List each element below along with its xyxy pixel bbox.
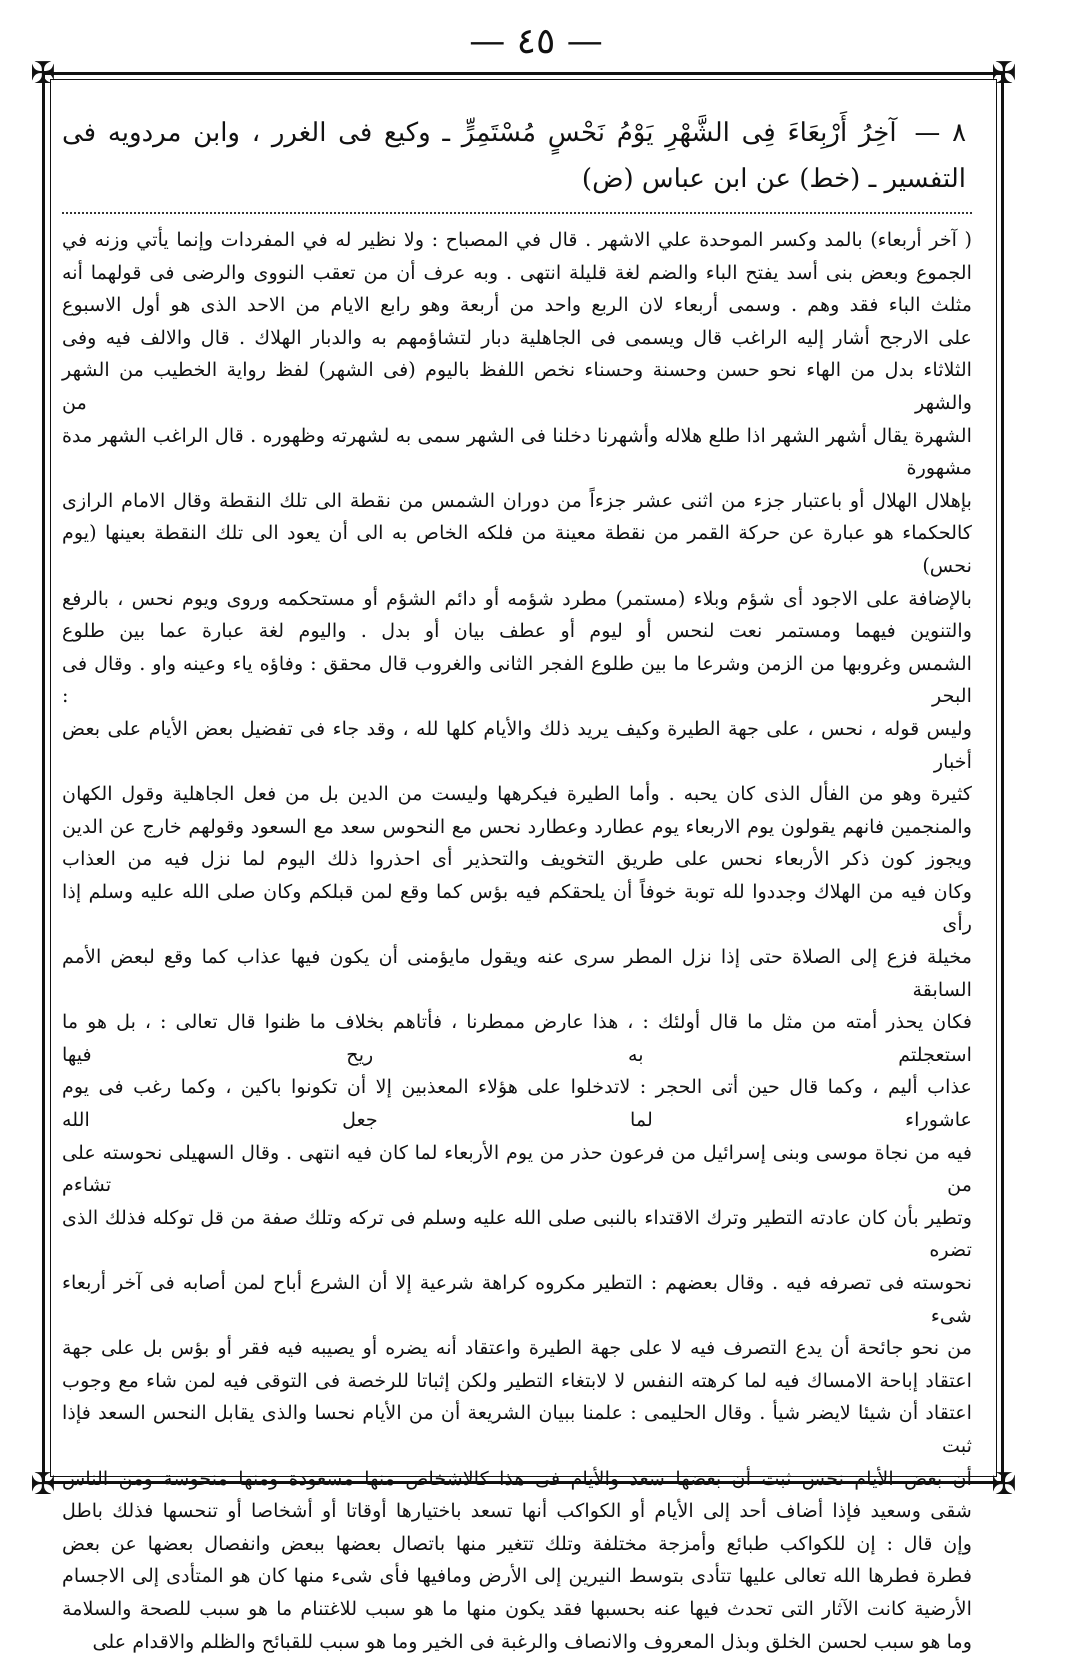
- commentary-line: وتطير بأن كان عادته التطير وترك الاقتداء بالنبى صلى الله عليه وسلم فى تركه وتلك صفة من قل توكله فذلك الذى تضره: [62, 1205, 972, 1262]
- commentary-line: الأرضية كانت الآثار التى تحدث فيها عنه بحسبها فقد يكون منها ما هو سبب للاغتنام ما هو سبب للصحة والسلامة: [62, 1596, 972, 1620]
- commentary-line: والمنجمين فانهم يقولون يوم الاربعاء يوم عطارد وعطارد نحس مع النحوس سعد مع السعود وقولهم خارج عن الدين: [62, 814, 973, 838]
- commentary-line: اعتقاد أن شيئا لايضر شيأ . وقال الحليمى : علمنا ببيان الشريعة أن من الأيام نحسا والذى يقابل النحس السعد فإذا ثبت: [62, 1401, 972, 1457]
- corner-ornament-icon: ✠: [991, 56, 1017, 91]
- corner-ornament-icon: ✠: [991, 1467, 1017, 1502]
- hadith-number: ٨ —: [914, 118, 967, 148]
- commentary-line: بالإضافة على الاجود أى شؤم وبلاء (مستمر) مطرد شؤمه أو دائم الشؤم أو مستحكمه وروى ويوم نحس ، بالرفع: [62, 586, 972, 610]
- commentary-line: ويجوز كون ذكر الأربعاء نحس على طريق التخويف والتحذير أى احذروا ذلك اليوم لما نزل فيه من العذاب: [62, 847, 972, 871]
- commentary-line: والتنوين فيهما ومستمر نعت لنحس أو ليوم أو عطف بيان أو بدل . واليوم لغة عبارة عما بين طلوع: [62, 619, 972, 643]
- commentary-line: ( آخر أربعاء) بالمد وكسر الموحدة علي الاشهر . قال في المصباح : ولا نظير له في المفردات وإنما يأتي وزنه في: [62, 228, 972, 251]
- dotted-divider: [62, 212, 972, 214]
- commentary-line: كثيرة وهو من الفأل الذى كان يحبه . وأما الطيرة فيكرهها وليست من الدين بل من فعل الجاهلية وقول الكهان: [62, 782, 972, 806]
- commentary-line: الشمس وغروبها من الزمن وشرعا ما بين طلوع الفجر الثانى والغروب قال محقق : وفاؤه ياء وعينه واو . وقال فى البحر :: [62, 651, 972, 708]
- commentary-line: كالحكماء هو عبارة عن حركة القمر من نقطة معينة من فلكه الخاص به الى أن يعود الى تلك النقطة بعينها (يوم نحس): [62, 521, 972, 577]
- commentary-line: نحوسته فى تصرفه فيه . وقال بعضهم : التطير مكروه كراهة شرعية إلا أن الشرع أباح لمن أصابه فى آخر أربعاء شىء: [62, 1271, 972, 1327]
- commentary-line: فكان يحذر أمته من مثل ما قال أولئك : ، هذا عارض ممطرنا ، فأتاهم بخلاف ما ظنوا قال تعالى : ، بل هو ما استعجلتم به ريح فيها: [62, 1010, 972, 1066]
- corner-ornament-icon: ✠: [30, 56, 56, 91]
- hadith-text: آخِرُ أَرْبِعَاءَ فِى الشَّهْرِ يَوْمُ نَحْسٍ مُسْتَمِرٍّ ـ وكيع فى الغرر ، وابن مردويه فى التفسير ـ (خط) عن ابن عباس (ض): [62, 118, 966, 194]
- commentary-line: وما هو سبب لحسن الخلق وبذل المعروف والانصاف والرغبة فى الخير وما هو سبب للقبائح والظلم والاقدام على: [92, 1629, 972, 1653]
- commentary-line: الشهرة يقال أشهر الشهر اذا طلع هلاله وأشهرنا دخلنا فى الشهر سمى به لشهرته وظهوره . قال الراغب الشهر مدة مشهورة: [62, 423, 972, 480]
- commentary-line: مخيلة فزع إلى الصلاة حتى إذا نزل المطر سرى عنه ويقول مايؤمنى أن يكون فيها عذاب كما وقع لبعض الأمم السابقة: [62, 945, 972, 1001]
- commentary-block: [62, 224, 972, 1658]
- commentary-line: من نحو جائحة أن يدع التصرف فيه لا على جهة الطيرة واعتقاد أنه يضره أو يصيبه فيه فقر أو بؤس بل على جهة: [62, 1336, 972, 1360]
- commentary-line: على الارجح أشار إليه الراغب قال ويسمى فى الجاهلية دبار لتشاؤمهم به والدبار الهلاك . قال والالف فيه وفى: [62, 325, 972, 349]
- commentary-line: بإهلال الهلال أو باعتبار جزء من اثنى عشر جزءاً من دوران الشمس من نقطة الى تلك النقطة وقال الامام الرازى: [62, 488, 972, 512]
- page-number: — ٤٥ —: [469, 21, 603, 62]
- commentary-line: وإن قال : إن للكواكب طبائع وأمزجة مختلفة وتلك تتغير منها باتصال بعضها ببعض وانفصال بعضها عن بعض: [62, 1531, 972, 1555]
- commentary-line: فيه من نجاة موسى وبنى إسرائيل من فرعون حذر من يوم الأربعاء لما كان فيه انتهى . وقال السهيلى نحوسته على من تشاءم: [62, 1140, 972, 1197]
- hadith-text-block: [62, 110, 966, 202]
- commentary-line: اعتقاد إباحة الامساك فيه لما كرهته النفس لا لابتغاء التطير ولكن إثباتا للرخصة فى التوقى فيه لمن شاء مع وجوب: [62, 1368, 972, 1392]
- commentary-line: وكان فيه من الهلاك وجددوا لله توبة خوفاً أن يلحقكم فيه بؤس كما وقع لمن قبلكم وكان صلى الله عليه وسلم إذا رأى: [62, 879, 972, 936]
- commentary-line: أن بعض الأيام نحس ثبت أن بعضها سعد والأيام فى هذا كالاشخاص منها مسعودة ومنها منحوسة ومن الناس: [62, 1466, 972, 1490]
- commentary-line: الجموع وبعض بنى أسد يفتح الباء والضم لغة قليلة انتهى . وبه عرف أن من تعقب النووى والرضى فى قولهما أنه: [62, 260, 972, 284]
- commentary-line: الثلاثاء بدل من الهاء نحو حسن وحسنة وحسناء نخص اللفظ باليوم (فى الشهر) لفظ رواية الخطيب من الشهر والشهر من: [62, 358, 972, 414]
- commentary-line: مثلث الباء فقد وهم . وسمى أربعاء لان الربع واحد من أربعة وهو رابع الايام من الاحد الذى هو أول الاسبوع: [62, 293, 972, 317]
- commentary-line: عذاب أليم ، وكما قال حين أتى الحجر : لاتدخلوا على هؤلاء المعذبين إلا أن تكونوا باكين ، وكما رغب فى يوم عاشوراء لما جعل الله: [62, 1075, 972, 1132]
- page-content: [62, 96, 973, 1653]
- corner-ornament-icon: ✠: [30, 1467, 56, 1502]
- commentary-line: فطرة فطرها الله تعالى عليها تتأدى بتوسط النيرين إلى الأرض ومافيها فأى شىء منها كان هو المتأدى إلى الاجسام: [62, 1564, 972, 1588]
- commentary-line: وليس قوله ، نحس ، على جهة الطيرة وكيف يريد ذلك والأيام كلها لله ، وقد جاء فى تفضيل بعض الأيام على بعض أخبار: [62, 716, 972, 773]
- commentary-line: شقى وسعيد فإذا أضاف أحد إلى الأيام أو الكواكب أنها تسعد باختيارها أوقاتا أو أشخاصا أو تنحسها فذلك باطل: [62, 1499, 972, 1523]
